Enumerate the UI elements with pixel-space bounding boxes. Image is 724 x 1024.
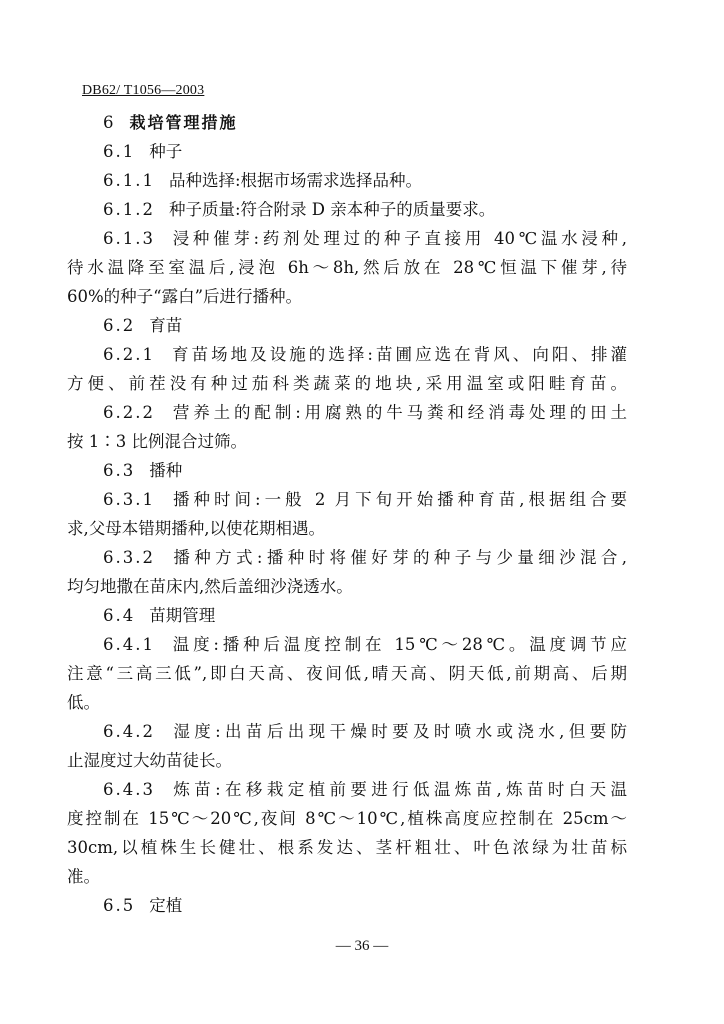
text-line [67, 253, 627, 282]
text-line [67, 804, 627, 833]
body-text [67, 108, 627, 920]
section-number: 6.3.1 [103, 490, 155, 509]
line-text: 低。 [67, 693, 100, 712]
line-text: 育苗 [149, 316, 183, 335]
line-text: 播种 [149, 461, 183, 480]
line-text: 均匀地撒在苗床内,然后盖细沙浇透水。 [67, 577, 353, 596]
section-line [67, 108, 627, 137]
text-line [67, 514, 627, 543]
line-text: 准。 [67, 867, 100, 886]
section-number: 6.1.2 [103, 200, 155, 219]
section-number: 6.4.2 [103, 722, 155, 741]
section-number: 6 [103, 113, 116, 132]
section-number: 6.1.1 [103, 171, 155, 190]
section-line [67, 398, 627, 427]
line-text: 苗期管理 [149, 606, 216, 625]
text-line [67, 427, 627, 456]
line-text: 种子 [149, 142, 183, 161]
text-line [67, 572, 627, 601]
section-number: 6.3.2 [103, 548, 155, 567]
section-number: 6.4 [103, 606, 136, 625]
line-text: 方便、前茬没有种过茄科类蔬菜的地块,采用温室或阳畦育苗。 [67, 374, 627, 393]
text-line [67, 688, 627, 717]
text-line [67, 833, 627, 862]
section-line [67, 224, 627, 253]
line-text: 育苗场地及设施的选择:苗圃应选在背风、向阳、排灌 [168, 345, 627, 364]
line-text: 待水温降至室温后,浸泡 6h～8h,然后放在 28℃恒温下催芽,待 [67, 258, 627, 277]
section-line [67, 166, 627, 195]
line-text: 度控制在 15℃～20℃,夜间 8℃～10℃,植株高度应控制在 25cm～ [67, 809, 627, 828]
line-text: 30cm,以植株生长健壮、根系发达、茎杆粗壮、叶色浓绿为壮苗标 [67, 838, 627, 857]
section-line [67, 485, 627, 514]
line-text: 营养土的配制:用腐熟的牛马粪和经消毒处理的田土 [168, 403, 627, 422]
text-line [67, 659, 627, 688]
section-number: 6.2 [103, 316, 136, 335]
line-text: 播种方式:播种时将催好芽的种子与少量细沙混合, [168, 548, 627, 567]
line-text: 注意“三高三低”,即白天高、夜间低,晴天高、阴天低,前期高、后期 [67, 664, 627, 683]
section-line [67, 891, 627, 920]
line-text: 炼苗:在移栽定植前要进行低温炼苗,炼苗时白天温 [168, 780, 627, 799]
line-text: 温度:播种后温度控制在 15℃～28℃。温度调节应 [168, 635, 627, 654]
section-number: 6.5 [103, 896, 136, 915]
section-number: 6.1.3 [103, 229, 155, 248]
section-line [67, 601, 627, 630]
section-number: 6.4.1 [103, 635, 155, 654]
line-text: 求,父母本错期播种,以使花期相遇。 [67, 519, 325, 538]
standard-code-header: DB62/ T1056—2003 [82, 83, 205, 98]
line-text: 栽培管理措施 [129, 113, 238, 132]
section-line [67, 543, 627, 572]
line-text: 湿度:出苗后出现干燥时要及时喷水或浇水,但要防 [168, 722, 627, 741]
line-text: 品种选择:根据市场需求选择品种。 [168, 171, 423, 190]
line-text: 止湿度过大幼苗徒长。 [67, 751, 232, 770]
line-text: 按 1∶3 比例混合过筛。 [67, 432, 247, 451]
section-number: 6.1 [103, 142, 136, 161]
text-line [67, 282, 627, 311]
section-line [67, 456, 627, 485]
section-number: 6.4.3 [103, 780, 155, 799]
section-line [67, 311, 627, 340]
text-line [67, 862, 627, 891]
text-line [67, 369, 627, 398]
section-line [67, 775, 627, 804]
line-text: 种子质量:符合附录 D 亲本种子的质量要求。 [168, 200, 496, 219]
section-number: 6.2.1 [103, 345, 155, 364]
section-number: 6.2.2 [103, 403, 155, 422]
section-line [67, 195, 627, 224]
line-text: 浸种催芽:药剂处理过的种子直接用 40℃温水浸种, [168, 229, 627, 248]
page-number: — 36 — [335, 938, 389, 954]
section-number: 6.3 [103, 461, 136, 480]
line-text: 播种时间:一般 2 月下旬开始播种育苗,根据组合要 [168, 490, 627, 509]
line-text: 定植 [149, 896, 183, 915]
section-line [67, 340, 627, 369]
section-line [67, 717, 627, 746]
section-line [67, 630, 627, 659]
text-line [67, 746, 627, 775]
line-text: 60%的种子“露白”后进行播种。 [67, 287, 303, 306]
section-line [67, 137, 627, 166]
